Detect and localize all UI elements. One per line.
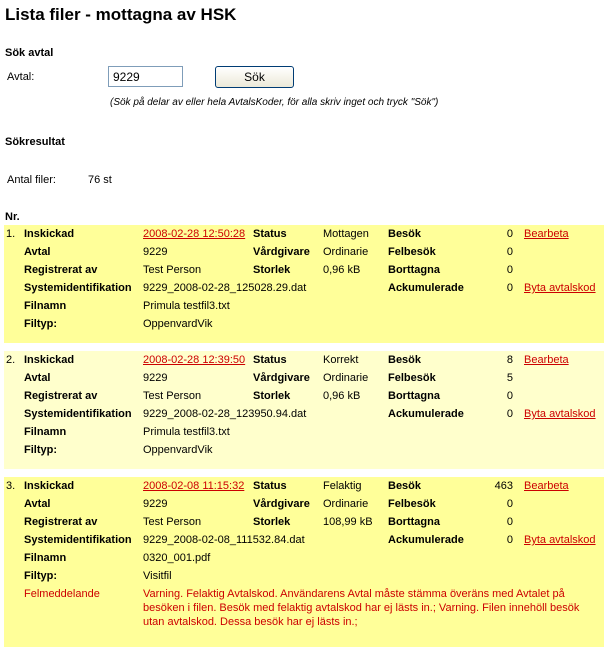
file-record <box>4 477 604 647</box>
registrerat-label: Registrerat av <box>24 390 98 402</box>
besok-label: Besök <box>388 480 422 492</box>
avtal-value: 9229 <box>143 372 168 384</box>
vardgivare-label: Vårdgivare <box>253 246 310 258</box>
registrerat-label: Registrerat av <box>24 516 98 528</box>
felbesok-label: Felbesök <box>388 372 436 384</box>
filtyp-label: Filtyp: <box>24 318 57 330</box>
vardgivare-label: Vårdgivare <box>253 372 310 384</box>
borttagna-value: 0 <box>506 516 513 528</box>
filnamn-label: Filnamn <box>24 300 67 312</box>
filnamn-value: 0320_001.pdf <box>143 552 211 564</box>
search-section-title: Sök avtal <box>5 47 54 59</box>
systemid-label: Systemidentifikation <box>24 534 132 546</box>
systemid-value: 9229_2008-02-28_123950.94.dat <box>143 408 307 420</box>
bearbeta-link[interactable]: Bearbeta <box>524 480 569 492</box>
inskickad-label: Inskickad <box>24 354 75 366</box>
filtyp-label: Filtyp: <box>24 570 57 582</box>
felmeddelande-text: Varning. Felaktig Avtalskod. Användarens Avtal måste stämma överäns med Avtalet på besöken i filen. Besök med felaktig avtalskod har ej lästs in.; Varning. Filen innehöll besök utan avtalskod. Dessa besök har ej lästs in.; <box>143 588 580 628</box>
inskickad-link[interactable]: 2008-02-08 11:15:32 <box>143 480 245 492</box>
besok-value: 8 <box>506 354 513 366</box>
systemid-label: Systemidentifikation <box>24 282 132 294</box>
ackumulerade-value: 0 <box>506 282 513 294</box>
bearbeta-link[interactable]: Bearbeta <box>524 354 569 366</box>
nr-header: Nr. <box>5 211 20 223</box>
record-number: 1. <box>6 228 16 240</box>
besok-value: 0 <box>506 228 513 240</box>
inskickad-label: Inskickad <box>24 228 75 240</box>
felbesok-label: Felbesök <box>388 498 436 510</box>
storlek-label: Storlek <box>253 516 291 528</box>
inskickad-link[interactable]: 2008-02-28 12:39:50 <box>143 354 246 366</box>
avtal-label: Avtal <box>24 498 51 510</box>
felbesok-label: Felbesök <box>388 246 436 258</box>
systemid-label: Systemidentifikation <box>24 408 132 420</box>
avtal-label: Avtal <box>24 246 51 258</box>
filnamn-label: Filnamn <box>24 426 67 438</box>
vardgivare-value: Ordinarie <box>323 372 369 384</box>
file-count-label: Antal filer: <box>7 174 56 186</box>
registrerat-value: Test Person <box>143 390 202 402</box>
registrerat-value: Test Person <box>143 264 202 276</box>
status-label: Status <box>253 228 287 240</box>
felbesok-value: 0 <box>506 498 513 510</box>
besok-value: 463 <box>494 480 513 492</box>
felmeddelande-label: Felmeddelande <box>24 588 100 600</box>
ackumulerade-value: 0 <box>506 408 513 420</box>
status-label: Status <box>253 480 287 492</box>
felbesok-value: 0 <box>506 246 513 258</box>
ackumulerade-value: 0 <box>506 534 513 546</box>
storlek-label: Storlek <box>253 264 291 276</box>
borttagna-value: 0 <box>506 264 513 276</box>
file-count-value: 76 st <box>88 174 112 186</box>
borttagna-label: Borttagna <box>388 516 440 528</box>
results-section-title: Sökresultat <box>5 136 65 148</box>
record-number: 2. <box>6 354 16 366</box>
storlek-value: 108,99 kB <box>323 516 373 528</box>
bearbeta-link[interactable]: Bearbeta <box>524 228 569 240</box>
search-hint: (Sök på delar av eller hela AvtalsKoder, för alla skriv inget och tryck "Sök") <box>110 97 439 108</box>
ackumulerade-label: Ackumulerade <box>388 408 464 420</box>
borttagna-value: 0 <box>506 390 513 402</box>
registrerat-value: Test Person <box>143 516 202 528</box>
felbesok-value: 5 <box>506 372 513 384</box>
filtyp-value: OppenvardVik <box>143 444 213 456</box>
search-button[interactable]: Sök <box>215 66 294 88</box>
ackumulerade-label: Ackumulerade <box>388 534 464 546</box>
storlek-value: 0,96 kB <box>323 390 361 402</box>
file-record <box>4 351 604 469</box>
avtal-value: 9229 <box>143 498 168 510</box>
status-value: Mottagen <box>323 228 369 240</box>
file-record <box>4 225 604 343</box>
status-label: Status <box>253 354 287 366</box>
avtal-value: 9229 <box>143 246 168 258</box>
storlek-label: Storlek <box>253 390 291 402</box>
filtyp-value: OppenvardVik <box>143 318 213 330</box>
record-number: 3. <box>6 480 16 492</box>
status-value: Felaktig <box>323 480 362 492</box>
vardgivare-value: Ordinarie <box>323 246 369 258</box>
status-value: Korrekt <box>323 354 359 366</box>
inskickad-link[interactable]: 2008-02-28 12:50:28 <box>143 228 246 240</box>
avtal-label: Avtal <box>24 372 51 384</box>
page-title: Lista filer - mottagna av HSK <box>5 5 237 24</box>
systemid-value: 9229_2008-02-28_125028.29.dat <box>143 282 307 294</box>
avtal-search-input[interactable] <box>108 66 183 87</box>
vardgivare-label: Vårdgivare <box>253 498 310 510</box>
vardgivare-value: Ordinarie <box>323 498 369 510</box>
filnamn-value: Primula testfil3.txt <box>143 426 230 438</box>
storlek-value: 0,96 kB <box>323 264 361 276</box>
byta-avtalskod-link[interactable]: Byta avtalskod <box>524 534 596 546</box>
ackumulerade-label: Ackumulerade <box>388 282 464 294</box>
inskickad-label: Inskickad <box>24 480 75 492</box>
byta-avtalskod-link[interactable]: Byta avtalskod <box>524 408 596 420</box>
avtal-label: Avtal: <box>7 71 35 83</box>
systemid-value: 9229_2008-02-08_111532.84.dat <box>143 534 305 546</box>
borttagna-label: Borttagna <box>388 390 440 402</box>
besok-label: Besök <box>388 228 422 240</box>
borttagna-label: Borttagna <box>388 264 440 276</box>
filnamn-label: Filnamn <box>24 552 67 564</box>
filnamn-value: Primula testfil3.txt <box>143 300 230 312</box>
registrerat-label: Registrerat av <box>24 264 98 276</box>
filtyp-value: Visitfil <box>143 570 172 582</box>
byta-avtalskod-link[interactable]: Byta avtalskod <box>524 282 596 294</box>
besok-label: Besök <box>388 354 422 366</box>
filtyp-label: Filtyp: <box>24 444 57 456</box>
